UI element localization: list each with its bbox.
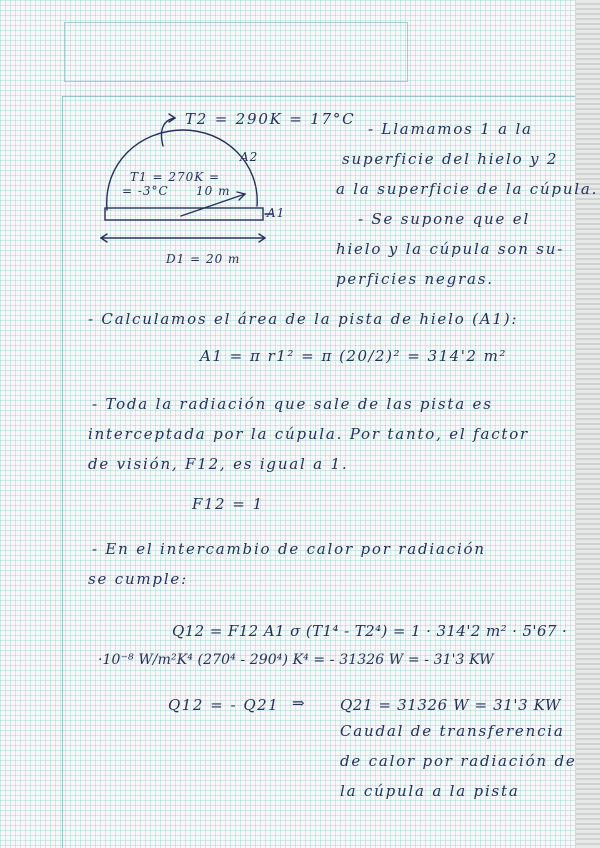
view-factor-line-3: de visión, F12, es igual a 1.: [88, 455, 349, 473]
header-box: [64, 22, 408, 82]
note-line-2: superficie del hielo y 2: [342, 150, 559, 168]
view-factor-line-1: - Toda la radiación que sale de las pista es: [92, 395, 493, 413]
exchange-formula-1: Q12 = F12 A1 σ (T1⁴ - T2⁴) = 1 · 314'2 m² · 5'67 ·: [172, 622, 568, 640]
exchange-line-2: se cumple:: [88, 570, 188, 588]
t1-celsius: = -3°C: [122, 184, 169, 198]
area-formula: A1 = π r1² = π (20/2)² = 314'2 m²: [200, 347, 507, 365]
view-factor-line-2: interceptada por la cúpula. Por tanto, el factor: [88, 425, 530, 443]
d1-label: D1 = 20 m: [166, 252, 241, 266]
t2-label: T2 = 290K = 17°C: [185, 110, 356, 128]
exchange-caption-2: de calor por radiación de: [340, 752, 577, 770]
a2-label: A2: [240, 150, 259, 164]
margin-line-horizontal: [62, 96, 600, 97]
exchange-formula-2: ·10⁻⁸ W/m²K⁴ (270⁴ - 290⁴) K⁴ = - 31326 W = - 31'3 KW: [98, 652, 494, 668]
exchange-formula-3-left: Q12 = - Q21: [168, 696, 280, 714]
exchange-line-1: - En el intercambio de calor por radiación: [92, 540, 486, 558]
exchange-caption-1: Caudal de transferencia: [340, 722, 565, 740]
t1-label: T1 = 270K =: [130, 170, 221, 184]
margin-line-vertical: [62, 96, 63, 848]
note-line-4: - Se supone que el: [358, 210, 531, 228]
note-line-3: a la superficie de la cúpula.: [336, 180, 599, 198]
note-line-5: hielo y la cúpula son su-: [336, 240, 565, 258]
exchange-caption-3: la cúpula a la pista: [340, 782, 520, 800]
implies-arrow-icon: ⇒: [292, 694, 307, 712]
radius-label: 10 m: [196, 184, 231, 198]
a1-label: A1: [267, 206, 286, 220]
note-line-1: - Llamamos 1 a la: [368, 120, 533, 138]
exchange-formula-3-right: Q21 = 31326 W = 31'3 KW: [340, 696, 561, 714]
scan-edge: [575, 0, 600, 848]
note-line-6: perficies negras.: [336, 270, 494, 288]
ice-rink-slab: [105, 208, 263, 220]
area-intro: - Calculamos el área de la pista de hielo (A1):: [88, 310, 519, 328]
view-factor-formula: F12 = 1: [192, 495, 264, 513]
